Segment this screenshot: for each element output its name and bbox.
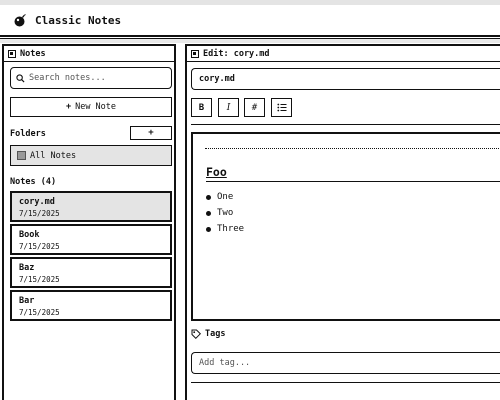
content-heading: Foo (206, 165, 227, 179)
list-button[interactable] (271, 98, 292, 117)
note-title: Book (19, 230, 40, 240)
note-date: 7/15/2025 (19, 275, 60, 284)
bullet-icon (206, 211, 211, 216)
bold-button[interactable]: B (191, 98, 212, 117)
tag-input-box[interactable] (191, 352, 500, 374)
content-list (206, 189, 244, 237)
dotted-rule (205, 148, 500, 149)
note-title: Bar (19, 296, 35, 306)
list-item (206, 205, 244, 221)
bullet-icon (206, 227, 211, 232)
note-title: cory.md (19, 197, 55, 207)
notes-heading: Notes (4) (10, 177, 57, 187)
list-item-text: Three (217, 224, 245, 234)
note-card-cory[interactable] (10, 191, 172, 222)
italic-button[interactable]: I (218, 98, 239, 117)
note-title-input[interactable]: cory.md (191, 68, 500, 90)
search-box[interactable] (10, 67, 172, 89)
folder-label: All Notes (30, 150, 77, 161)
new-note-button[interactable] (10, 97, 172, 117)
heading-button[interactable]: # (244, 98, 265, 117)
note-card-bar[interactable] (10, 290, 172, 321)
tag-icon (191, 329, 201, 339)
list-item (206, 221, 244, 237)
window-square-icon (8, 50, 16, 58)
sidebar-title-bar (4, 46, 174, 62)
tags-heading (191, 329, 225, 339)
list-item (206, 189, 244, 205)
editor-title-bar (187, 46, 500, 62)
bomb-logo-icon (13, 13, 27, 27)
note-content-area[interactable] (191, 132, 500, 321)
note-card-book[interactable] (10, 224, 172, 255)
plus-icon: + (65, 102, 72, 112)
note-date: 7/15/2025 (19, 209, 60, 218)
note-title: Baz (19, 263, 35, 273)
add-folder-button[interactable]: + (130, 126, 172, 140)
tags-label: Tags (205, 329, 226, 339)
app-title: Classic Notes (35, 13, 122, 27)
folder-item-all-notes[interactable] (10, 145, 172, 166)
gutter (0, 39, 500, 43)
bottom-divider (191, 382, 500, 383)
editor-panel (185, 44, 500, 400)
search-icon (16, 74, 25, 83)
toolbar-divider (191, 124, 500, 125)
sidebar-title: Notes (20, 48, 46, 59)
list-item-text: Two (217, 208, 234, 218)
header-divider (0, 35, 500, 37)
heading-underline-rule (206, 181, 500, 182)
list-item-text: One (217, 192, 234, 202)
note-card-baz[interactable] (10, 257, 172, 288)
note-date: 7/15/2025 (19, 308, 60, 317)
folder-square-icon (17, 151, 26, 160)
add-tag-input[interactable] (199, 358, 489, 368)
window-square-icon (191, 50, 199, 58)
notes-sidebar (2, 44, 176, 400)
app-header (0, 5, 500, 35)
bullet-icon (206, 195, 211, 200)
new-note-label: New Note (75, 102, 117, 112)
note-date: 7/15/2025 (19, 242, 60, 251)
folders-heading: Folders (10, 129, 46, 139)
editor-title: Edit: cory.md (203, 48, 270, 59)
bulleted-list-icon (277, 103, 287, 112)
search-input[interactable] (29, 73, 164, 83)
